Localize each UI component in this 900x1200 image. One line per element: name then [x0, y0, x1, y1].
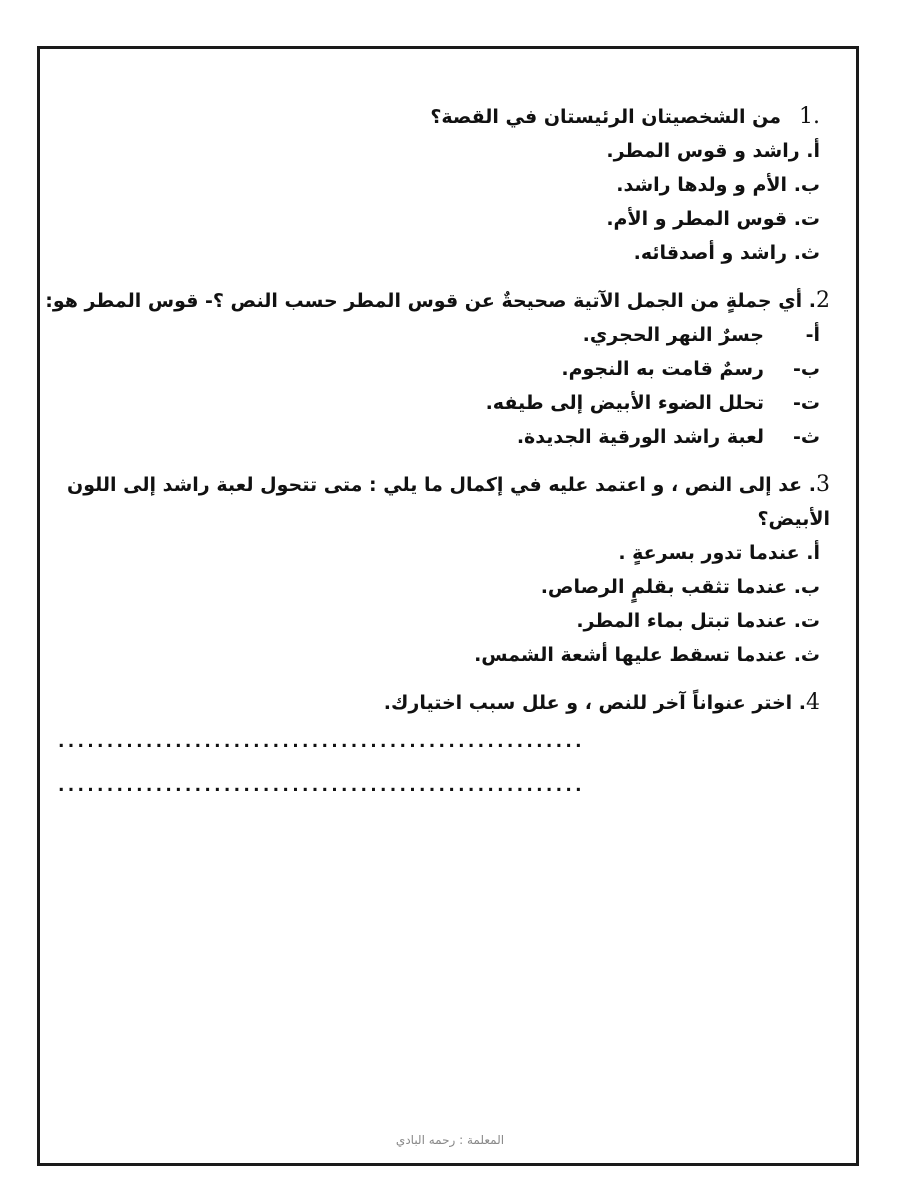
option-text: لعبة راشد الورقية الجديدة. — [516, 426, 764, 448]
option-text: عندما تبتل بماء المطر. — [576, 610, 788, 632]
option-letter: ت- — [793, 392, 820, 414]
option-letter: ب. — [793, 174, 820, 196]
question-1-option-c[interactable] — [40, 202, 820, 236]
option-text: عندما تثقب بقلمٍ الرصاص. — [540, 576, 788, 598]
option-letter: أ. — [806, 542, 820, 564]
worksheet-content — [40, 100, 830, 822]
option-text: جسرٌ النهر الحجري. — [582, 324, 764, 346]
question-2 — [40, 284, 830, 454]
question-4-number: 4 — [806, 690, 820, 715]
question-1-option-a[interactable] — [40, 134, 820, 168]
question-2-option-b[interactable] — [40, 352, 820, 386]
option-text: عندما تدور بسرعةٍ . — [618, 542, 800, 564]
option-letter: ث. — [793, 644, 820, 666]
question-3-option-a[interactable] — [40, 536, 820, 570]
option-letter: ث- — [793, 426, 820, 448]
question-1-text: من الشخصيتان الرئيستان في القصة؟ — [430, 106, 781, 128]
question-2-stem — [20, 284, 830, 318]
question-1-number: 1. — [799, 104, 820, 129]
question-4 — [40, 686, 820, 808]
option-letter: ت. — [793, 610, 820, 632]
question-2-number: 2 — [816, 288, 830, 313]
question-1-option-d[interactable] — [40, 236, 820, 270]
option-letter: ب. — [793, 576, 820, 598]
question-1-stem — [40, 100, 820, 134]
question-3-stem — [20, 468, 830, 536]
question-2-option-d[interactable] — [40, 420, 820, 454]
question-4-stem — [40, 686, 820, 720]
option-text: قوس المطر و الأم. — [606, 208, 788, 230]
option-text: راشد و أصدقائه. — [633, 242, 788, 264]
question-3-option-d[interactable] — [40, 638, 820, 672]
option-letter: أ. — [806, 140, 820, 162]
question-4-text: . اختر عنواناً آخر للنص ، و علل سبب اختيارك. — [383, 692, 806, 714]
question-1 — [40, 100, 820, 270]
option-text: راشد و قوس المطر. — [606, 140, 800, 162]
question-2-text: . أي جملةٍ من الجمل الآتية صحيحةٌ عن قوس المطر حسب النص ؟- قوس المطر هو: — [45, 290, 816, 312]
option-letter: أ- — [805, 324, 820, 346]
question-2-option-a[interactable] — [40, 318, 820, 352]
question-2-option-c[interactable] — [40, 386, 820, 420]
option-letter: ب- — [793, 358, 820, 380]
question-3-option-c[interactable] — [40, 604, 820, 638]
option-text: تحلل الضوء الأبيض إلى طيفه. — [485, 392, 764, 414]
option-text: رسمٌ قامت به النجوم. — [561, 358, 764, 380]
question-3-text: . عد إلى النص ، و اعتمد عليه في إكمال ما يلي : متى تتحول لعبة راشد إلى اللون الأبيض؟ — [67, 474, 830, 530]
option-text: عندما تسقط عليها أشعة الشمس. — [474, 644, 788, 666]
answer-line-2[interactable]: ...................................................... — [58, 776, 585, 796]
answer-line-1[interactable]: ...................................................... — [58, 732, 585, 752]
option-text: الأم و ولدها راشد. — [616, 174, 788, 196]
question-3 — [40, 468, 830, 672]
question-3-option-b[interactable] — [40, 570, 820, 604]
question-1-option-b[interactable] — [40, 168, 820, 202]
teacher-footer: المعلمة : رحمه البادي — [395, 1133, 505, 1147]
question-3-number: 3 — [816, 472, 830, 497]
option-letter: ت. — [793, 208, 820, 230]
option-letter: ث. — [793, 242, 820, 264]
